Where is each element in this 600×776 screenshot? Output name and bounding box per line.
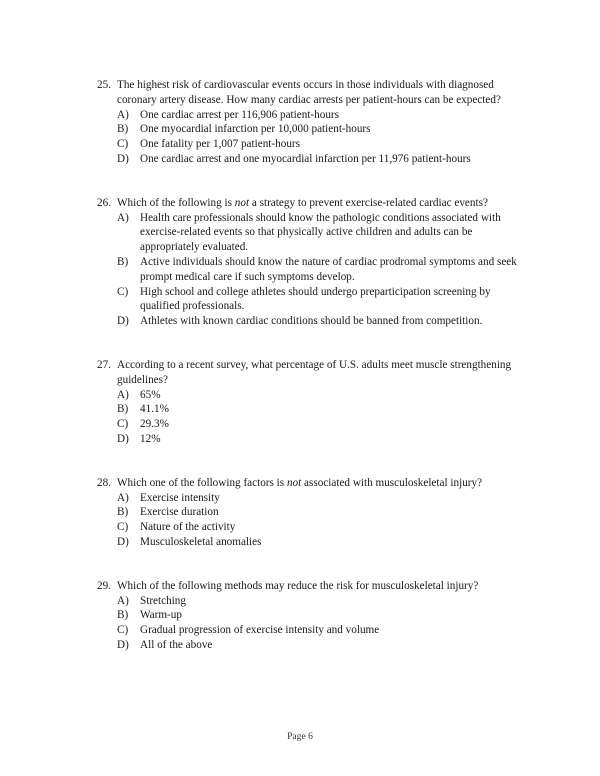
option-label: B) [117, 403, 129, 416]
option-text: Musculoskeletal anomalies [140, 535, 262, 548]
option-label: C) [117, 418, 129, 431]
option-text: Health care professionals should know the pathologic conditions associated with exercise-related events so that physically active children and adults can be appropriately evaluated. [140, 211, 501, 254]
question-stem-text [117, 476, 533, 491]
option-text: Nature of the activity [140, 521, 236, 534]
option-text: Active individuals should know the nature of cardiac prodromal symptoms and seek prompt medical care if such symptoms develop. [140, 255, 517, 283]
question-number: 27. [97, 358, 111, 371]
question-stem-text [117, 196, 533, 211]
question-block [97, 579, 533, 653]
option-text: One cardiac arrest and one myocardial infarction per 11,976 patient-hours [140, 152, 471, 165]
option-text: 65% [140, 388, 161, 401]
option-text: Warm-up [140, 609, 182, 622]
option-row[interactable] [117, 520, 533, 535]
option-label: A) [117, 108, 129, 121]
question-stem [97, 196, 533, 211]
option-label: D) [117, 152, 129, 165]
option-text: High school and college athletes should undergo preparticipation screening by qualified professionals. [140, 285, 491, 313]
page-footer: Page 6 [287, 731, 313, 742]
option-text: All of the above [140, 638, 213, 651]
option-row[interactable] [117, 623, 533, 638]
option-label: D) [117, 432, 129, 445]
option-label: C) [117, 138, 129, 151]
option-label: C) [117, 624, 129, 637]
option-text: Stretching [140, 594, 186, 607]
question-number: 26. [97, 196, 111, 209]
option-list [97, 211, 533, 329]
option-row[interactable] [117, 108, 533, 123]
option-row[interactable] [117, 314, 533, 329]
option-row[interactable] [117, 535, 533, 550]
option-text: One cardiac arrest per 116,906 patient-hours [140, 108, 340, 121]
option-row[interactable] [117, 211, 533, 255]
option-label: A) [117, 491, 129, 504]
stem-part-italic: not [286, 476, 302, 489]
question-stem-text [117, 579, 533, 594]
stem-part-plain: Which of the following methods may reduce the risk for musculoskeletal injury? [117, 579, 479, 592]
option-list [97, 388, 533, 447]
option-label: D) [117, 638, 129, 651]
option-text: Gradual progression of exercise intensity and volume [140, 624, 380, 637]
option-label: D) [117, 535, 129, 548]
stem-part-tail: a strategy to prevent exercise-related cardiac events? [249, 196, 488, 209]
option-row[interactable] [117, 122, 533, 137]
option-row[interactable] [117, 608, 533, 623]
option-row[interactable] [117, 417, 533, 432]
question-stem [97, 78, 533, 108]
stem-part-plain: According to a recent survey, what percentage of U.S. adults meet muscle strengthening guidelines? [117, 358, 512, 386]
option-text: Athletes with known cardiac conditions should be banned from competition. [140, 315, 483, 328]
stem-part-tail: associated with musculoskeletal injury? [301, 476, 483, 489]
question-list [97, 78, 533, 653]
option-text: 12% [140, 432, 161, 445]
stem-part-italic: not [234, 196, 250, 209]
question-block [97, 78, 533, 167]
option-list [97, 491, 533, 550]
option-text: One myocardial infarction per 10,000 patient-hours [140, 123, 371, 136]
option-label: B) [117, 255, 129, 268]
question-stem-text [117, 78, 533, 108]
option-row[interactable] [117, 285, 533, 315]
question-number: 28. [97, 476, 111, 489]
stem-part-plain: Which one of the following factors is [117, 476, 287, 489]
question-stem [97, 476, 533, 491]
option-row[interactable] [117, 388, 533, 403]
option-row[interactable] [117, 505, 533, 520]
option-row[interactable] [117, 402, 533, 417]
option-text: 29.3% [140, 418, 169, 431]
option-row[interactable] [117, 432, 533, 447]
option-row[interactable] [117, 137, 533, 152]
option-row[interactable] [117, 638, 533, 653]
option-label: C) [117, 521, 129, 534]
option-label: B) [117, 609, 129, 622]
option-label: B) [117, 506, 129, 519]
option-row[interactable] [117, 594, 533, 609]
option-text: One fatality per 1,007 patient-hours [140, 138, 300, 151]
option-text: Exercise duration [140, 506, 219, 519]
option-label: B) [117, 123, 129, 136]
option-row[interactable] [117, 152, 533, 167]
option-row[interactable] [117, 255, 533, 285]
option-text: Exercise intensity [140, 491, 220, 504]
option-label: C) [117, 285, 129, 298]
question-number: 29. [97, 579, 111, 592]
stem-part-plain: The highest risk of cardiovascular events occurs in those individuals with diagnosed coronary artery disease. How many cardiac arrests per patient-hours can be expected? [117, 79, 501, 106]
stem-part-plain: Which of the following is [117, 196, 235, 209]
option-list [97, 594, 533, 653]
question-block [97, 196, 533, 329]
option-label: A) [117, 211, 129, 224]
option-list [97, 108, 533, 167]
question-stem-text [117, 358, 533, 388]
question-stem [97, 579, 533, 594]
question-stem [97, 358, 533, 388]
option-label: A) [117, 594, 129, 607]
question-block [97, 476, 533, 550]
question-number: 25. [97, 79, 111, 91]
option-label: A) [117, 388, 129, 401]
question-block [97, 358, 533, 447]
option-label: D) [117, 315, 129, 328]
option-text: 41.1% [140, 403, 169, 416]
option-row[interactable] [117, 491, 533, 506]
